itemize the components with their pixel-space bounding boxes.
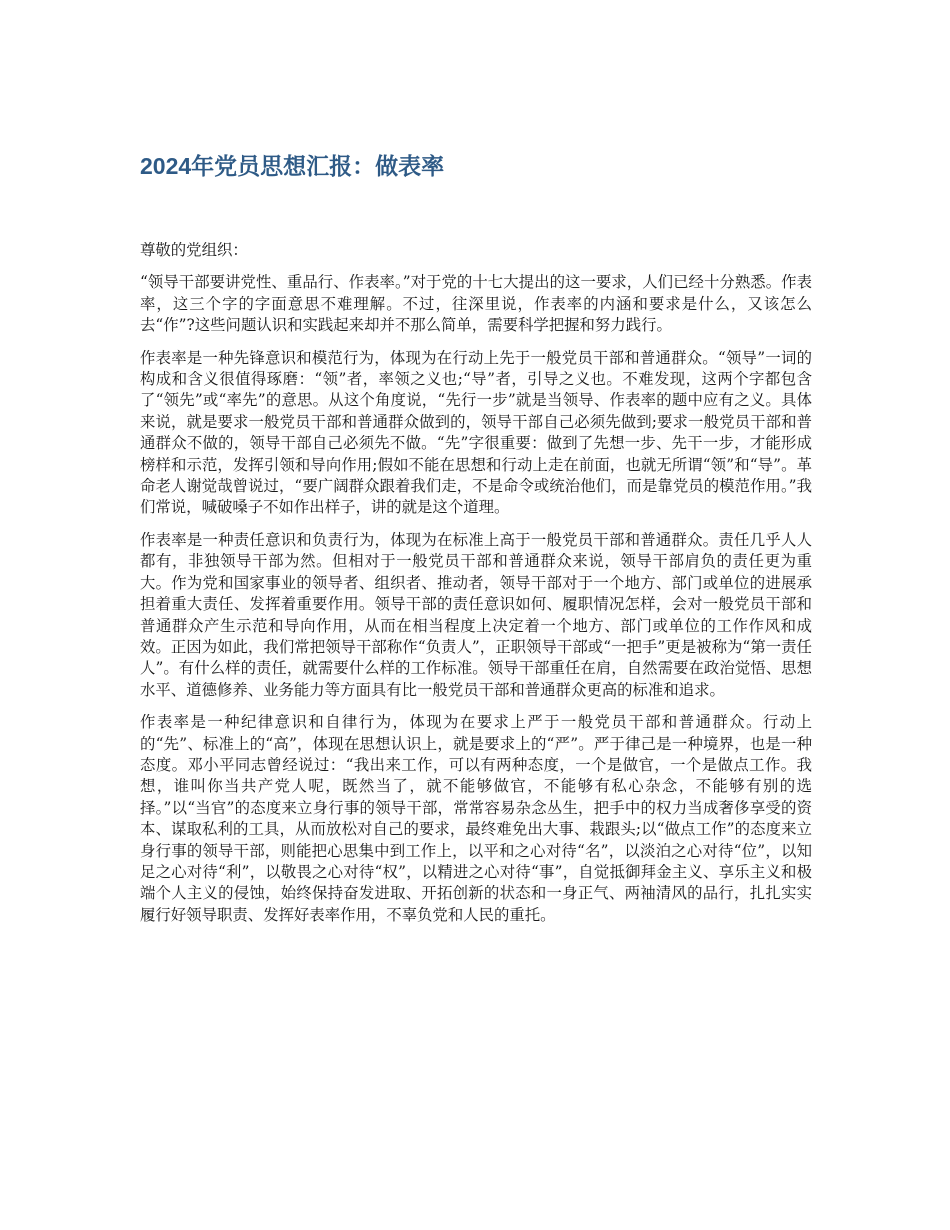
paragraph-1: “领导干部要讲党性、重品行、作表率。”对于党的十七大提出的这一要求，人们已经十分熟悉。作表率，这三个字的字面意思不难理解。不过，往深里说，作表率的内涵和要求是什么，又该怎么去“作”?这些问题认识和实践起来却并不那么简单，需要科学把握和努力践行。 xyxy=(140,273,812,335)
paragraph-3: 作表率是一种责任意识和负责行为，体现为在标准上高于一般党员干部和普通群众。责任几乎人人都有，非独领导干部为然。但相对于一般党员干部和普通群众来说，领导干部肩负的责任更为重大。作为党和国家事业的领导者、组织者、推动者，领导干部对于一个地方、部门或单位的进展承担着重大责任、发挥着重要作用。领导干部的责任意识如何、履职情况怎样，会对一般党员干部和普通群众产生示范和导向作用，从而在相当程度上决定着一个地方、部门或单位的工作作风和成效。正因为如此，我们常把领导干部称作“负责人”，正职领导干部或“一把手”更是被称为“第一责任人”。有什么样的责任，就需要什么样的工作标准。领导干部重任在肩，自然需要在政治觉悟、思想水平、道德修养、业务能力等方面具有比一般党员干部和普通群众更高的标准和追求。 xyxy=(140,530,812,699)
document-body xyxy=(140,240,812,937)
paragraph-2: 作表率是一种先锋意识和模范行为，体现为在行动上先于一般党员干部和普通群众。“领导”一词的构成和含义很值得琢磨：“领”者，率领之义也;“导”者，引导之义也。不难发现，这两个字都包含了“领先”或“率先”的意思。从这个角度说，“先行一步”就是当领导、作表率的题中应有之义。具体来说，就是要求一般党员干部和普通群众做到的，领导干部自己必须先做到;要求一般党员干部和普通群众不做的，领导干部自己必须先不做。“先”字很重要：做到了先想一步、先干一步，才能形成榜样和示范，发挥引领和导向作用;假如不能在思想和行动上走在前面，也就无所谓“领”和“导”。革命老人谢觉哉曾说过，“要广阔群众跟着我们走，不是命令或统治他们，而是靠党员的模范作用。”我们常说，喊破嗓子不如作出样子，讲的就是这个道理。 xyxy=(140,348,812,517)
salutation: 尊敬的党组织： xyxy=(140,241,248,259)
paragraph-4: 作表率是一种纪律意识和自律行为，体现为在要求上严于一般党员干部和普通群众。行动上的“先”、标准上的“高”，体现在思想认识上，就是要求上的“严”。严于律己是一种境界，也是一种态度。邓小平同志曾经说过：“我出来工作，可以有两种态度，一个是做官，一个是做点工作。我想，谁叫你当共产党人呢，既然当了，就不能够做官，不能够有私心杂念，不能够有别的选择。”以“当官”的态度来立身行事的领导干部，常常容易杂念丛生，把手中的权力当成奢侈享受的资本、谋取私利的工具，从而放松对自己的要求，最终难免出大事、栽跟头;以“做点工作”的态度来立身行事的领导干部，则能把心思集中到工作上，以平和之心对待“名”，以淡泊之心对待“位”，以知足之心对待“利”，以敬畏之心对待“权”，以精进之心对待“事”，自觉抵御拜金主义、享乐主义和极端个人主义的侵蚀，始终保持奋发进取、开拓创新的状态和一身正气、两袖清风的品行，扎扎实实履行好领导职责、发挥好表率作用，不辜负党和人民的重托。 xyxy=(140,713,812,924)
document-title: 2024年党员思想汇报：做表率 xyxy=(140,153,445,179)
